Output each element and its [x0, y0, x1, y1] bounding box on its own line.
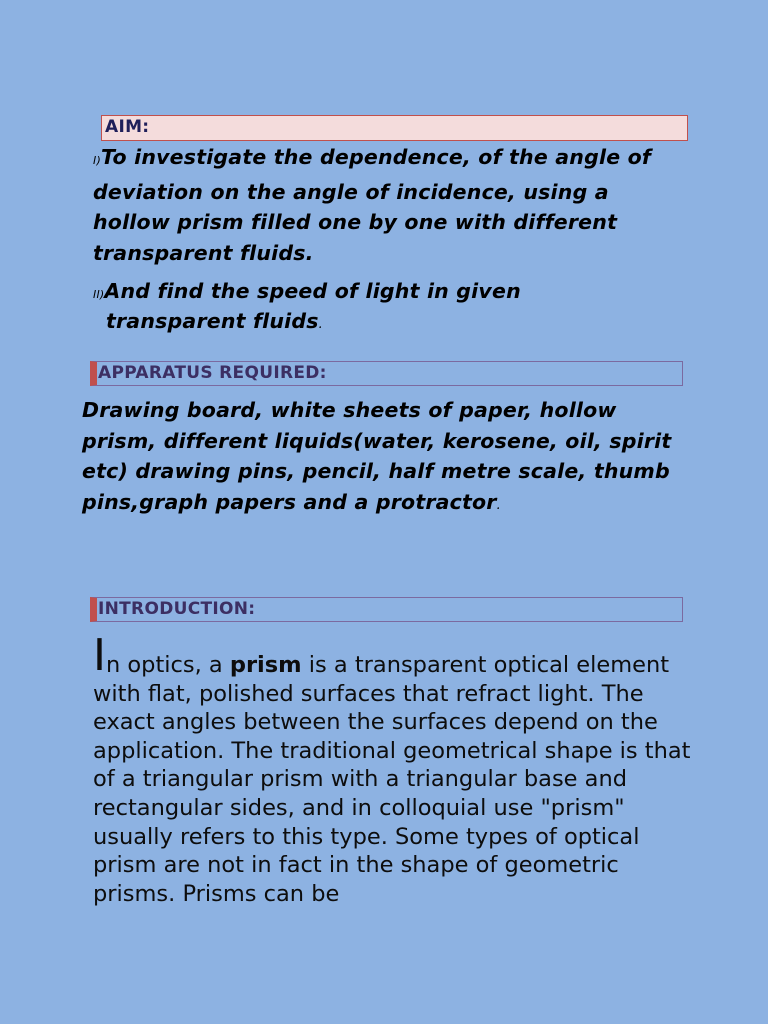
apparatus-tail: .	[496, 497, 501, 513]
aim-item-2-marker: II)	[93, 288, 105, 301]
introduction-dropcap: I	[93, 630, 106, 681]
aim-item-1-text: To investigate the dependence, of the angle of deviation on the angle of incidence, using a hollow prism filled one by one with different transparent fluids.	[93, 145, 652, 265]
aim-item-2	[93, 278, 673, 338]
aim-item-1	[93, 142, 673, 268]
aim-heading-label: AIM:	[105, 117, 150, 137]
introduction-lead: n optics, a	[105, 652, 230, 678]
apparatus-list: Drawing board, white sheets of paper, hollow prism, different liquids(water, kerosene, oil, spirit etc) drawing pins, pencil, half metre scale, thumb pins,graph papers and a protractor	[82, 398, 672, 514]
apparatus-heading	[90, 361, 683, 386]
introduction-paragraph	[93, 630, 693, 908]
introduction-heading	[90, 597, 683, 622]
aim-heading	[101, 115, 688, 141]
apparatus-text	[82, 395, 682, 521]
aim-item-2-continuation	[93, 308, 673, 338]
aim-item-2-text-line2: transparent fluids	[106, 309, 319, 333]
introduction-rest: is a transparent optical element with flat, polished surfaces that refract light. The exact angles between the surfaces depend on the application. The traditional geometrical shape is that of a triangular prism with a triangular base and rectangular sides, and in colloquial use "prism" usually refers to this type. Some types of optical prism are not in fact in the shape of geometric prisms. Prisms can be	[93, 652, 691, 907]
aim-item-1-marker: I)	[93, 154, 101, 167]
introduction-bold-term: prism	[229, 652, 302, 678]
introduction-heading-label: INTRODUCTION:	[98, 599, 256, 619]
apparatus-heading-label: APPARATUS REQUIRED:	[98, 363, 327, 383]
aim-item-2-text-line1: And find the speed of light in given	[104, 279, 521, 303]
aim-item-2-tail: .	[318, 317, 323, 332]
